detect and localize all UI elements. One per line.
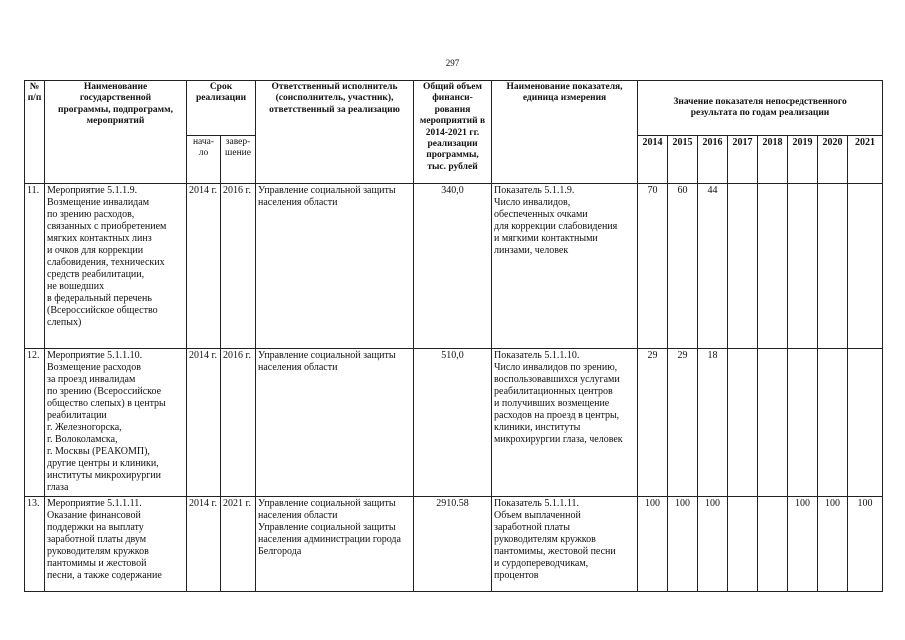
row-executor: Управление социальной защиты населения области Управление социальной защиты населения администрации города Белгорода bbox=[256, 497, 414, 592]
row-value bbox=[758, 497, 788, 592]
row-value: 18 bbox=[698, 349, 728, 497]
row-value bbox=[728, 349, 758, 497]
row-end: 2016 г. bbox=[221, 349, 256, 497]
header-num: № п/п bbox=[25, 81, 45, 184]
row-indicator: Показатель 5.1.1.11. Объем выплаченной заработной платы руководителям кружков пантомимы, жестовой песни и сурдопереводчикам, процентов bbox=[492, 497, 638, 592]
row-value bbox=[818, 184, 848, 349]
program-table bbox=[24, 80, 883, 592]
page-number: 297 bbox=[445, 58, 460, 68]
header-values-title: Значение показателя непосредственного результата по годам реализации bbox=[638, 81, 883, 136]
row-name: Мероприятие 5.1.1.9. Возмещение инвалидам по зрению расходов, связанных с приобретением мягких контактных линз и очков для коррекции слабовидения, технических средств реабилитации, не вошедших в федеральный перечень (Всероссийское общество слепых) bbox=[45, 184, 187, 349]
row-start: 2014 г. bbox=[187, 184, 221, 349]
row-value bbox=[728, 497, 758, 592]
row-value: 100 bbox=[638, 497, 668, 592]
row-value bbox=[818, 349, 848, 497]
header-indicator: Наименование показателя, единица измерения bbox=[492, 81, 638, 184]
row-start: 2014 г. bbox=[187, 497, 221, 592]
row-num: 11. bbox=[25, 184, 45, 349]
header-term-end: завер- шение bbox=[221, 136, 256, 184]
row-value: 100 bbox=[818, 497, 848, 592]
header-year: 2015 bbox=[668, 136, 698, 184]
row-end: 2016 г. bbox=[221, 184, 256, 349]
row-executor: Управление социальной защиты населения области bbox=[256, 349, 414, 497]
row-value bbox=[758, 349, 788, 497]
header-volume: Общий объем финанси- рования мероприятий в 2014-2021 гг. реализации программы, тыс. рублей bbox=[414, 81, 492, 184]
table-row bbox=[25, 349, 883, 497]
header-executor: Ответственный исполнитель (соисполнитель, участник), ответственный за реализацию bbox=[256, 81, 414, 184]
row-value: 100 bbox=[668, 497, 698, 592]
row-value: 29 bbox=[668, 349, 698, 497]
row-volume: 510,0 bbox=[414, 349, 492, 497]
row-value bbox=[848, 349, 883, 497]
row-value bbox=[788, 184, 818, 349]
row-value bbox=[758, 184, 788, 349]
header-term-start: нача- ло bbox=[187, 136, 221, 184]
header-term: Срок реализации bbox=[187, 81, 256, 136]
row-value: 100 bbox=[698, 497, 728, 592]
row-value bbox=[728, 184, 758, 349]
row-indicator: Показатель 5.1.1.9. Число инвалидов, обеспеченных очками для коррекции слабовидения и мягкими контактными линзами, человек bbox=[492, 184, 638, 349]
row-value: 100 bbox=[848, 497, 883, 592]
row-end: 2021 г. bbox=[221, 497, 256, 592]
row-name: Мероприятие 5.1.1.10. Возмещение расходов за проезд инвалидам по зрению (Всероссийское общество слепых) в центры реабилитации г. Железногорска, г. Волоколамска, г. Москвы (РЕАКОМП), другие центры и клиники, институты микрохирургии глаза bbox=[45, 349, 187, 497]
header-year: 2018 bbox=[758, 136, 788, 184]
row-value: 70 bbox=[638, 184, 668, 349]
row-start: 2014 г. bbox=[187, 349, 221, 497]
header-name: Наименование государственной программы, подпрограмм, мероприятий bbox=[45, 81, 187, 184]
row-executor: Управление социальной защиты населения области bbox=[256, 184, 414, 349]
row-value: 44 bbox=[698, 184, 728, 349]
row-value: 60 bbox=[668, 184, 698, 349]
table-row bbox=[25, 184, 883, 349]
row-name: Мероприятие 5.1.1.11. Оказание финансовой поддержки на выплату заработной платы двум руководителям кружков пантомимы и жестовой песни, а также содержание bbox=[45, 497, 187, 592]
row-value: 100 bbox=[788, 497, 818, 592]
header-year: 2020 bbox=[818, 136, 848, 184]
row-value bbox=[848, 184, 883, 349]
header-year: 2016 bbox=[698, 136, 728, 184]
row-indicator: Показатель 5.1.1.10. Число инвалидов по зрению, воспользовавшихся услугами реабилитационных центров и получивших возмещение расходов на проезд в центры, клиники, институты микрохирургии глаза, человек bbox=[492, 349, 638, 497]
header-year: 2014 bbox=[638, 136, 668, 184]
row-value: 29 bbox=[638, 349, 668, 497]
row-num: 13. bbox=[25, 497, 45, 592]
row-value bbox=[788, 349, 818, 497]
header-year: 2017 bbox=[728, 136, 758, 184]
row-num: 12. bbox=[25, 349, 45, 497]
row-volume: 2910.58 bbox=[414, 497, 492, 592]
header-year: 2021 bbox=[848, 136, 883, 184]
row-volume: 340,0 bbox=[414, 184, 492, 349]
header-year: 2019 bbox=[788, 136, 818, 184]
table-row bbox=[25, 497, 883, 592]
